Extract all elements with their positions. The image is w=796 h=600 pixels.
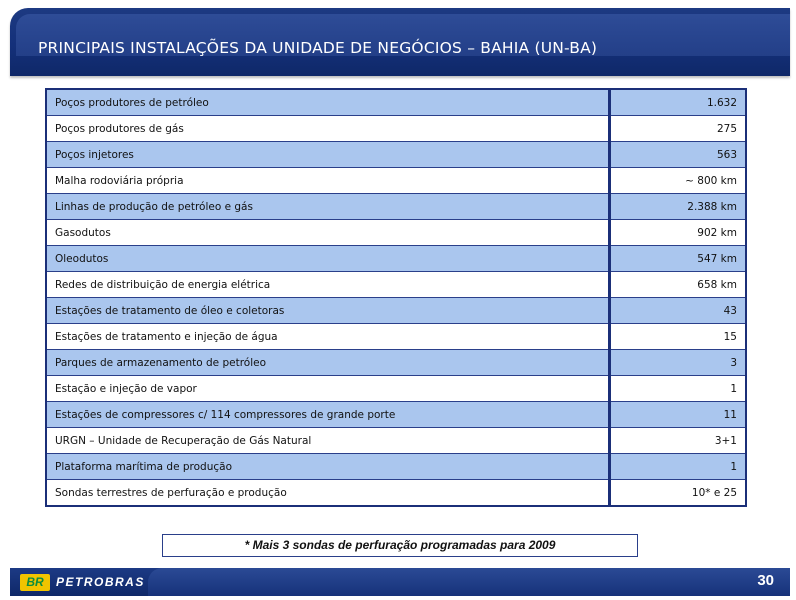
logo-mark: BR <box>26 575 44 589</box>
facility-label: Oleodutos <box>46 246 609 272</box>
facility-value: 11 <box>609 402 746 428</box>
table-row <box>46 402 746 428</box>
logo-text: PETROBRAS <box>56 575 145 589</box>
facility-value: 43 <box>609 298 746 324</box>
table-row <box>46 350 746 376</box>
table-row <box>46 168 746 194</box>
table-row <box>46 298 746 324</box>
facility-value: 658 km <box>609 272 746 298</box>
table-row <box>46 142 746 168</box>
facility-value: 1 <box>609 454 746 480</box>
facility-label: Estações de compressores c/ 114 compressores de grande porte <box>46 402 609 428</box>
facility-label: Plataforma marítima de produção <box>46 454 609 480</box>
table-row <box>46 194 746 220</box>
facility-label: URGN – Unidade de Recuperação de Gás Natural <box>46 428 609 454</box>
table-row <box>46 324 746 350</box>
facilities-table-body <box>46 89 746 506</box>
footer-band <box>148 568 790 596</box>
table-row <box>46 454 746 480</box>
facility-value: ~ 800 km <box>609 168 746 194</box>
facility-value: 1.632 <box>609 89 746 116</box>
facility-label: Estações de tratamento e injeção de água <box>46 324 609 350</box>
facility-label: Sondas terrestres de perfuração e produção <box>46 480 609 507</box>
page-number: 30 <box>757 572 774 589</box>
facility-value: 547 km <box>609 246 746 272</box>
facility-value: 1 <box>609 376 746 402</box>
facility-value: 3+1 <box>609 428 746 454</box>
facility-value: 2.388 km <box>609 194 746 220</box>
facility-label: Estações de tratamento de óleo e coletoras <box>46 298 609 324</box>
facility-label: Gasodutos <box>46 220 609 246</box>
facility-label: Parques de armazenamento de petróleo <box>46 350 609 376</box>
petrobras-logo-icon <box>20 574 50 591</box>
facility-value: 10* e 25 <box>609 480 746 507</box>
table-row <box>46 116 746 142</box>
facility-label: Redes de distribuição de energia elétrica <box>46 272 609 298</box>
table-row <box>46 272 746 298</box>
table-row <box>46 246 746 272</box>
facility-value: 275 <box>609 116 746 142</box>
facility-label: Poços produtores de gás <box>46 116 609 142</box>
slide-footer <box>10 568 790 596</box>
slide-title: PRINCIPAIS INSTALAÇÕES DA UNIDADE DE NEGÓCIOS – BAHIA (UN-BA) <box>38 39 598 57</box>
facility-label: Linhas de produção de petróleo e gás <box>46 194 609 220</box>
table-row <box>46 480 746 507</box>
facility-value: 902 km <box>609 220 746 246</box>
facility-label: Malha rodoviária própria <box>46 168 609 194</box>
facility-label: Poços injetores <box>46 142 609 168</box>
slide-header <box>10 8 790 76</box>
facility-label: Estação e injeção de vapor <box>46 376 609 402</box>
facility-value: 3 <box>609 350 746 376</box>
table-row <box>46 428 746 454</box>
table-row <box>46 376 746 402</box>
facility-label: Poços produtores de petróleo <box>46 89 609 116</box>
facility-value: 15 <box>609 324 746 350</box>
table-row <box>46 220 746 246</box>
facilities-table <box>45 88 747 507</box>
table-row <box>46 89 746 116</box>
facility-value: 563 <box>609 142 746 168</box>
footnote: * Mais 3 sondas de perfuração programadas para 2009 <box>162 534 638 557</box>
